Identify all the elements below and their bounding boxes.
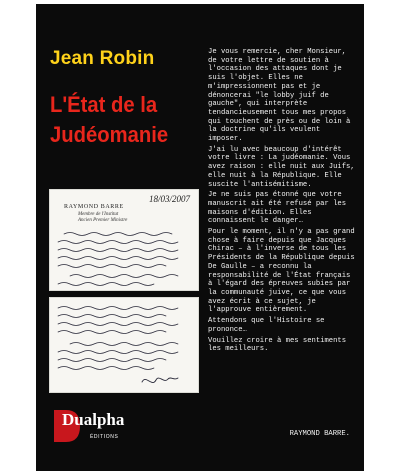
letter-paragraph: Pour le moment, il n'y a pas grand chose à faire depuis que Jacques Chirac – à l'inverse de tous les Présidents de la République depuis De Gaulle – a reconnu la responsabilité de l'État français à l'égard des épreuves subies par la communauté juive, ce que vous avez écrit à ce sujet, je l'approuve entièrement.: [208, 228, 355, 315]
publisher-name: Dualpha: [62, 410, 125, 429]
letter-paragraph: Attendons que l'Histoire se prononce…: [208, 317, 325, 334]
letter-date: 18/03/2007: [148, 194, 190, 204]
author-name: Jean Robin: [50, 48, 155, 69]
quoted-letter-text: [208, 48, 358, 428]
letter-paragraph: Je ne suis pas étonné que votre manuscrit ait été refusé par les maisons d'édition. Elles connaissent le danger…: [208, 191, 347, 226]
handwriting-scribble: [50, 190, 198, 290]
book-cover: [36, 4, 364, 471]
letter-letterhead-subtitle: Membre de l'Institut Ancien Premier Ministre: [78, 212, 128, 223]
handwritten-letter-page-2: [50, 298, 198, 392]
letter-signature: RAYMOND BARRE.: [289, 430, 350, 438]
handwritten-letter-page-1: [50, 190, 198, 290]
letter-letterhead: RAYMOND BARRE: [64, 204, 124, 210]
book-title-line-2: Judéomanie: [50, 122, 169, 147]
letter-paragraph: Je vous remercie, cher Monsieur, de votre lettre de soutien à l'occasion des attaques dont je suis l'objet. Elles ne m'impressionnent pas et je dénoncerai "le lobby juif de gauche", qui interprète tendancieusement tous mes propos qui touchent de près ou de loin à la doctrine qu'ils veulent imposer.: [208, 48, 351, 144]
publisher-logo: [50, 402, 125, 456]
book-title: [50, 90, 188, 150]
handwriting-scribble: [50, 298, 198, 392]
book-title-line-1: L'État de la: [50, 92, 158, 117]
publisher-imprint: ÉDITIONS: [90, 434, 119, 440]
letter-paragraph: Vouillez croire à mes sentiments les meilleurs.: [208, 336, 347, 354]
letter-paragraph: J'ai lu avec beaucoup d'intérêt votre livre : La judéomanie. Vous avez raison : elle nuit aux Juifs, elle nuit à la République. Elle suscite l'antisémitisme.: [208, 145, 355, 189]
